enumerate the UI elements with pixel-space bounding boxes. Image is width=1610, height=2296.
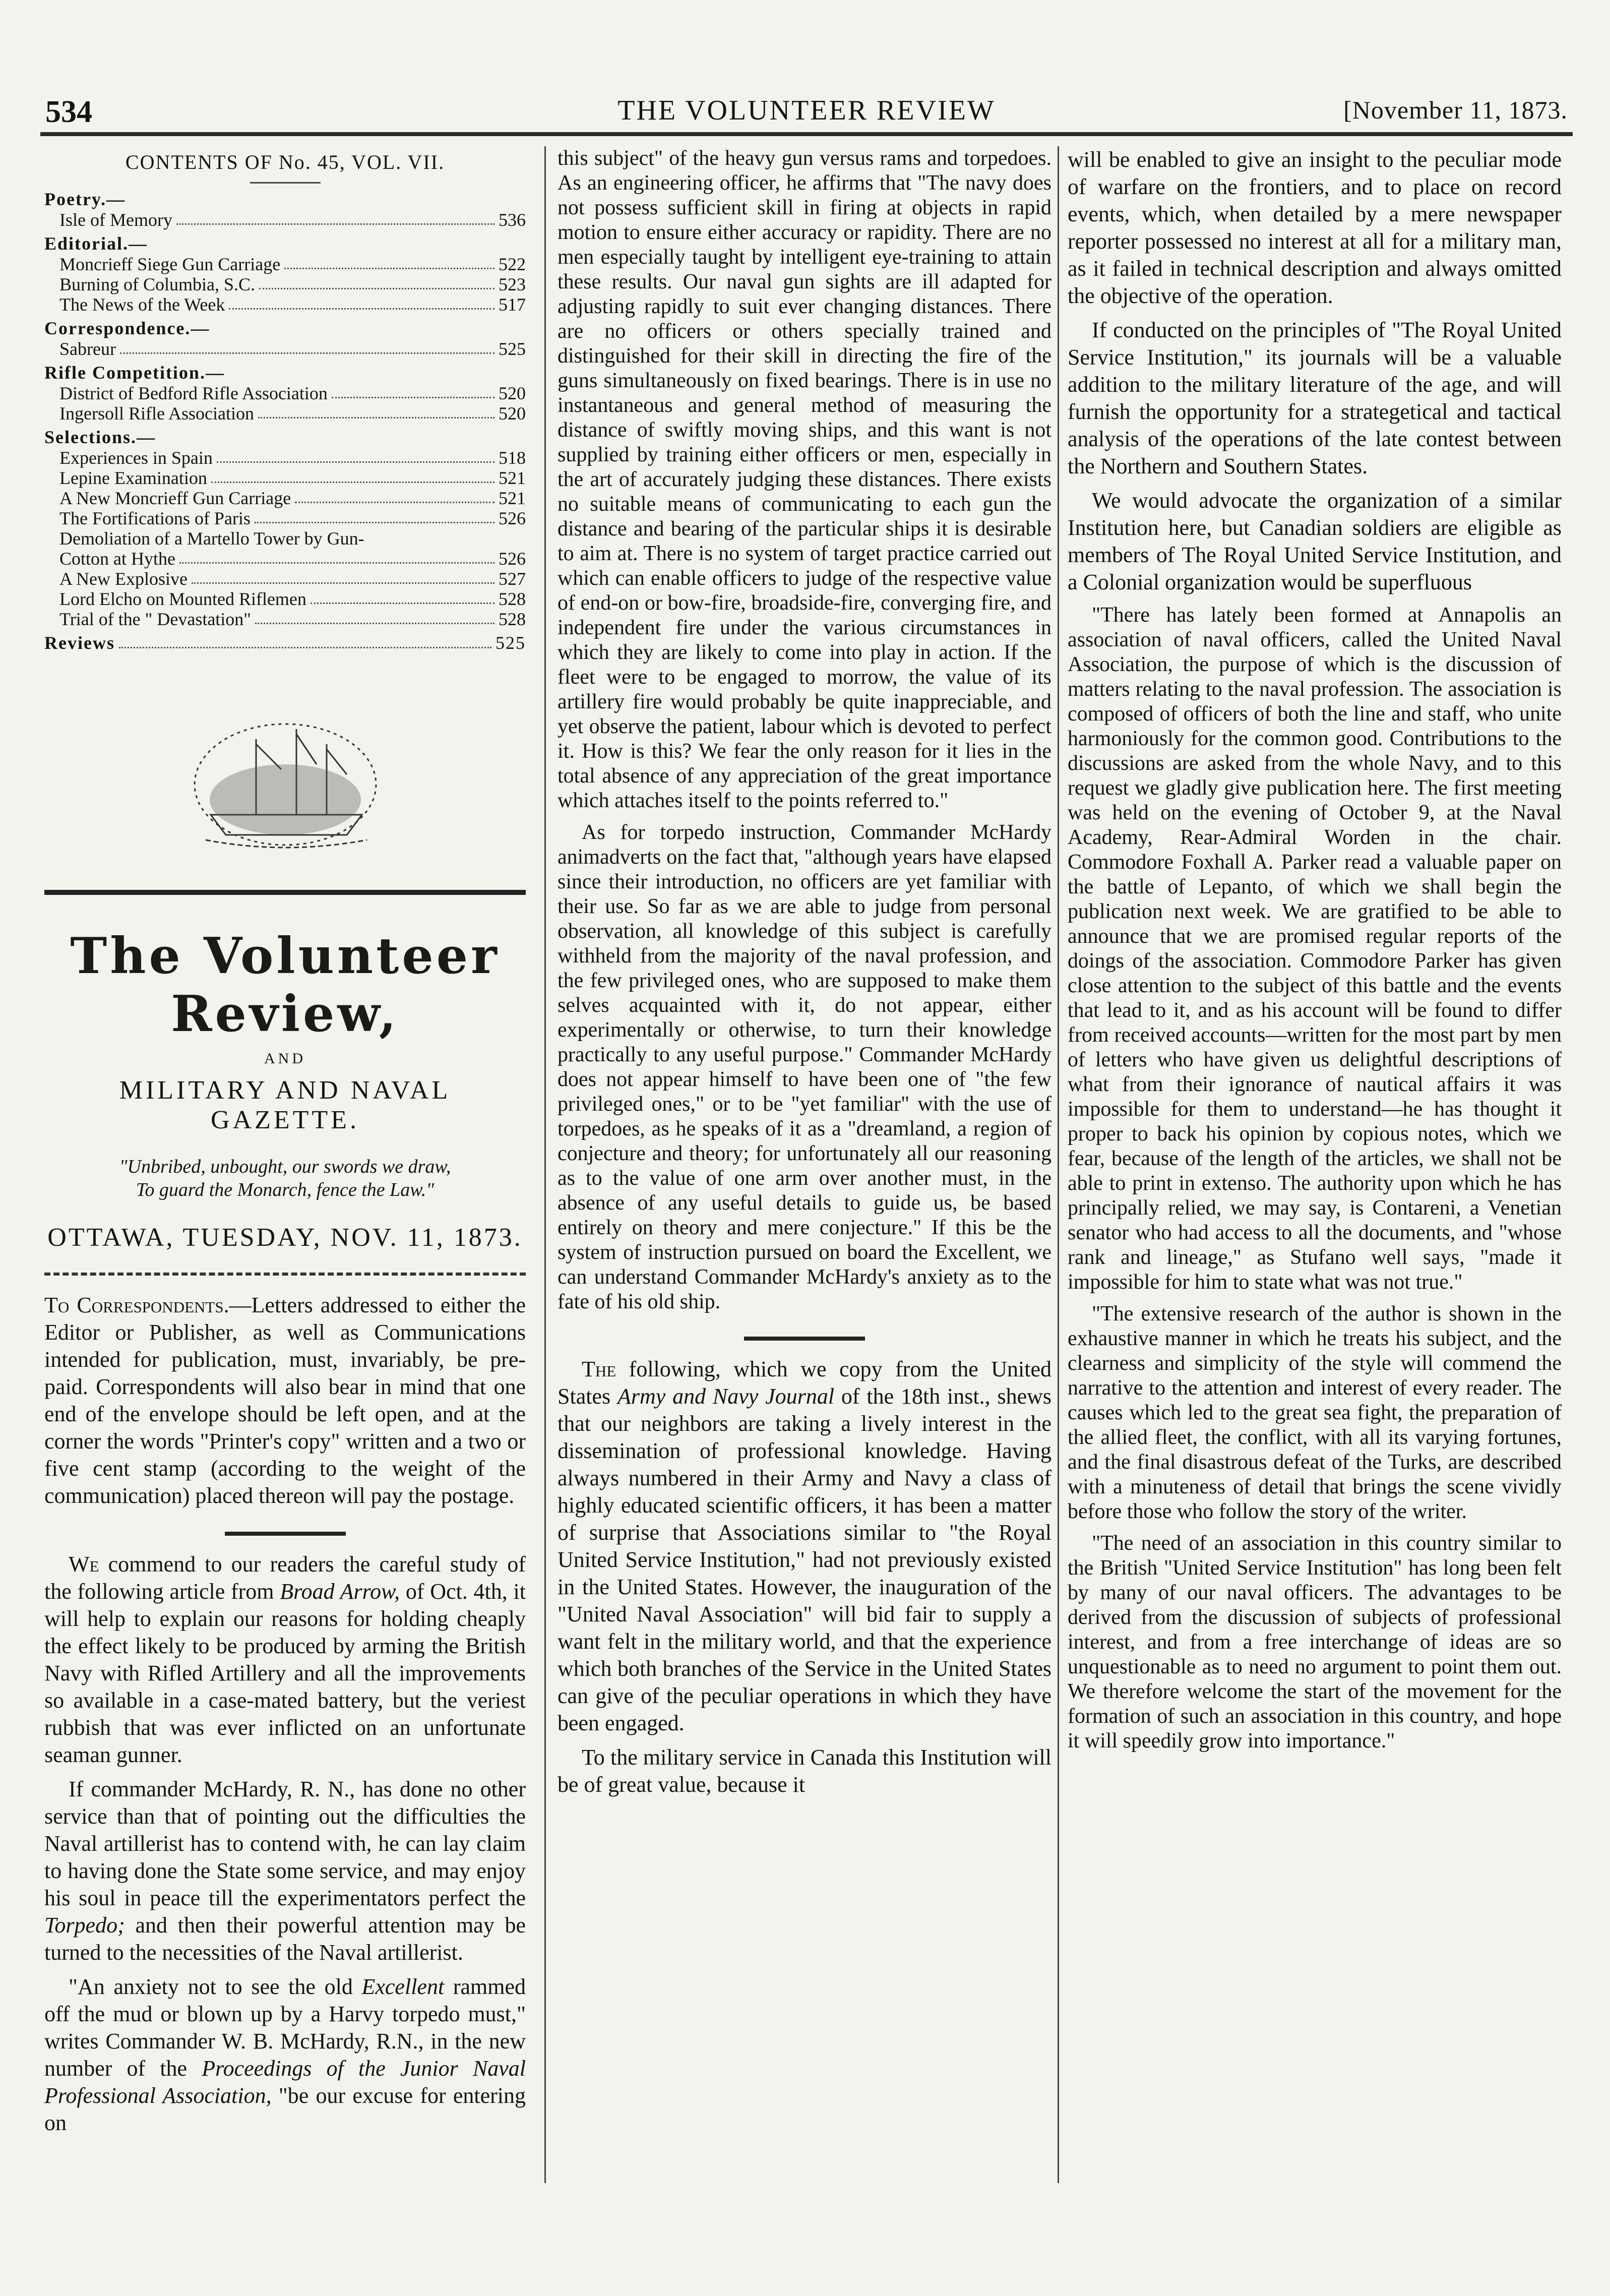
- emphasis: Torpedo;: [44, 1913, 125, 1938]
- toc-entry-label: Isle of Memory: [59, 210, 172, 230]
- toc-entry-label: A New Explosive: [59, 569, 188, 589]
- editorial-paragraph: To the military service in Canada this Institution will be of great value, because it: [558, 1745, 1051, 1797]
- issue-date: [November 11, 1873.: [1343, 96, 1568, 124]
- toc-entry-label: Moncrieff Siege Gun Carriage: [59, 254, 281, 274]
- dateline: OTTAWA, TUESDAY, NOV. 11, 1873.: [47, 1223, 523, 1252]
- masthead-title: The Volunteer Review,: [70, 927, 500, 1043]
- article-paragraph: As for torpedo instruction, Commander McHardy animadverts on the fact that, "although years have elapsed since their introduction, no officers are yet familiar with their use. So far as we are able to judge from personal observation, all knowledge of this subject is carefully withheld from the majority of the naval profession, and the few privileged ones, who are supposed to make them selves acquainted with it, do not appear, either experimentally or otherwise, to turn their knowledge practically to any useful purpose." Commander McHardy does not appear himself to have been one of "the few privileged ones," or to be "yet familiar" with the use of torpedoes, as he speaks of it as a "dreamland, a region of conjecture and theory; for unfortunately all our reasoning as to the value of one arm over another must, in the absence of any useful details to guide us, be based entirely on theory and mere conjecture." If this be the system of instruction pursued on board the Excellent, we can understand Commander McHardy's anxiety as to the fate of his old ship.: [558, 821, 1051, 1313]
- toc-page-number: 520: [499, 403, 526, 424]
- toc-entry: [44, 549, 526, 569]
- paragraph-text: commend to our readers the careful study of the following article from: [44, 1552, 526, 1604]
- toc-leader: [179, 549, 494, 564]
- source-title: Army and Navy Journal: [617, 1384, 835, 1409]
- toc-page-number: 528: [499, 609, 526, 629]
- toc-leader: [332, 383, 494, 398]
- toc-section-heading: Selections.—: [44, 427, 156, 447]
- toc-entry-label: Trial of the " Devastation": [59, 609, 252, 629]
- paragraph-text: rammed off the mud or blown up by a Harvy torpedo must," writes Commander W. B. McHardy, R.N., in the new number of the: [44, 1974, 526, 2081]
- column-divider: [1058, 146, 1059, 2183]
- toc-entry-label: The News of the Week: [59, 294, 225, 315]
- toc-section-heading: Poetry.—: [44, 189, 126, 209]
- editorial-paragraph: [558, 1356, 1051, 1737]
- toc-page-number: 521: [499, 468, 526, 488]
- toc-leader: [211, 468, 494, 483]
- toc-entry: [44, 254, 526, 274]
- toc-leader: [217, 448, 494, 463]
- toc-entry: [44, 448, 526, 468]
- paragraph-text: If commander McHardy, R. N., has done no other service than that of pointing out the difficulties the Naval artillerist has to contend with, he can lay claim to having done the State some service, and may enjoy his soul in peace till the experimentators perfect the: [44, 1777, 526, 1910]
- paragraph-text: of Oct. 4th, it will help to explain our reasons for holding cheaply the effect likely to be produced by arming the British Navy with Rifled Artillery and all the improvements so available in a case-mated battery, but the veriest rubbish that was ever inflicted on an unfortunate seaman gunner.: [44, 1579, 526, 1767]
- paragraph-text: and then their powerful attention may be turned to the necessities of the Naval artillerist.: [44, 1913, 526, 1965]
- toc-section-heading: Reviews 525: [44, 633, 526, 653]
- editorial-paragraph: [44, 1776, 526, 1966]
- paragraph-lead: The: [582, 1357, 616, 1381]
- toc-entry: [44, 569, 526, 589]
- toc-page-number: 525: [496, 633, 526, 653]
- toc-leader: [119, 632, 491, 648]
- toc-entry-label: Lord Elcho on Mounted Riflemen: [59, 589, 306, 609]
- notice-body: —Letters addressed to either the Editor or Publisher, as well as Communications intended for publication, must, invariably, be pre-paid. Correspondents will also bear in mind that one end of the envelope should be left open, and at the corner the words "Printer's copy" written and a two or five cent stamp (according to the weight of the communication) placed thereon will pay the postage.: [44, 1293, 526, 1508]
- toc-entry-label: Demoliation of a Martello Tower by Gun-: [59, 528, 364, 549]
- quoted-paragraph: "The need of an association in this country similar to the British "United Service Institution" has long been felt by many of our naval officers. The advantages to be derived from the discussion of subjects of professional interest, and from a free interchange of ideas are so unquestionable as to need no argument to point them out. We therefore welcome the start of the movement for the formation of such an association in this country, and hope it will speedily grow into importance.": [1068, 1532, 1562, 1753]
- paragraph-text: "be our excuse for entering on: [44, 2083, 526, 2135]
- correspondents-notice: [44, 1292, 526, 1509]
- toc-section-heading: Rifle Competition.—: [44, 362, 225, 383]
- page-number: 534: [45, 95, 92, 129]
- motto: [44, 1155, 526, 1201]
- toc-page-number: 536: [499, 210, 526, 230]
- toc-entry-label: The Fortifications of Paris: [59, 508, 251, 528]
- journal-title: THE VOLUNTEER REVIEW: [617, 95, 996, 126]
- toc-leader: [120, 339, 494, 354]
- toc-entry: [44, 468, 526, 488]
- toc-leader: [176, 210, 494, 225]
- toc-leader: [295, 488, 494, 503]
- toc-entry: [44, 508, 526, 528]
- source-title: Broad Arrow,: [280, 1579, 400, 1604]
- toc-entry-label: A New Moncrieff Gun Carriage: [59, 488, 291, 508]
- toc-leader: [311, 589, 494, 604]
- editorial-paragraph: We would advocate the organization of a similar Institution here, but Canadian soldiers are eligible as members of The Royal United Service Institution, and a Colonial organization would be superfluous: [1068, 488, 1562, 594]
- running-head: [45, 88, 1568, 134]
- toc-leader: [255, 609, 494, 624]
- toc-page-number: 523: [499, 274, 526, 294]
- toc-entry: [44, 528, 526, 549]
- toc-entry-label: Burning of Columbia, S.C.: [59, 274, 256, 294]
- toc-entry-label: Sabreur: [59, 339, 116, 359]
- column-2: [558, 146, 1051, 1798]
- column-1: [44, 146, 526, 2137]
- quoted-paragraph: "There has lately been formed at Annapolis an association of naval officers, called the United Naval Association, the purpose of which is the discussion of matters relating to the naval profession. The association is composed of officers of both the line and staff, who unite harmoniously for the common good. Contributions to the discussions are asked from the whole Navy, and to this request we gladly give publication here. The first meeting was held on the evening of October 9, at the Naval Academy, Rear-Admiral Worden in the chair. Commodore Foxhall A. Parker read a valuable paper on the battle of Lepanto, of which we shall begin the publication next week. We are gratified to be able to announce that we are promised regular reports of the doings of the association. Commodore Parker has given close attention to the subject of this battle and the events that lead to it, and as his account will be found to differ from received accounts—written for the most part by men of letters who have given us delightful descriptions of what from their ignorance of nautical affairs it was impossible for them to understand—he has thought it proper to back his opinion by copious notes, which we fear, because of the length of the articles, we shall not be able to print in extenso. The authority upon which he has principally relied, we may say, is Contareni, a Venetian senator who had access to all the documents, and "whose rank and lineage," as Stufano well says, "made it impossible for him to state what was not true.": [1068, 603, 1562, 1294]
- column-divider: [544, 146, 546, 2183]
- toc-page-number: 526: [499, 508, 526, 528]
- editorial-paragraph: [44, 1973, 526, 2137]
- toc-entry-label: Lepine Examination: [59, 468, 207, 488]
- toc-entry-label: Experiences in Spain: [59, 448, 213, 468]
- editorial-paragraph: will be enabled to give an insight to the peculiar mode of warfare on the frontiers, and to place on record events, which, when detailed by a mere newspaper reporter possessed no interest at all for a military man, as it failed in technical description and always omitted the objective of the operation.: [1068, 147, 1562, 308]
- toc-page-number: 528: [499, 589, 526, 609]
- ship-name: Excellent: [361, 1974, 445, 1999]
- motto-line: "Unbribed, unbought, our swords we draw,: [119, 1156, 451, 1177]
- table-of-contents: [44, 189, 526, 653]
- ship-engraving: [44, 669, 526, 880]
- notice-lead: To Correspondents.: [44, 1293, 229, 1317]
- toc-section-heading: Correspondence.—: [44, 318, 210, 338]
- paragraph-text: of the 18th inst., shews that our neighbors are taking a lively interest in the dissemination of professional knowledge. Having always numbered in their Army and Navy a class of highly educated scientific officers, it has been a matter of surprise that Associations similar to "the Royal United Service Institution," had not previously existed in the United States. However, the inauguration of the "United Naval Association" will bid fair to supply a want felt in the military world, and that the experience which both branches of the Service in the United States can give of the peculiar operations in which they have been engaged.: [558, 1384, 1052, 1735]
- toc-page-number: 522: [499, 254, 526, 274]
- toc-page-number: 518: [499, 448, 526, 468]
- toc-page-number: 521: [499, 488, 526, 508]
- toc-page-number: 517: [499, 294, 526, 315]
- dateline-rule: [44, 1273, 526, 1279]
- quoted-paragraph: "The extensive research of the author is shown in the exhaustive manner in which he treats his subject, and the clearness and simplicity of the style will commend the narrative to the attention and interest of every reader. The causes which led to the great sea fight, the preparation of the allied fleet, the conflict, with all its varying fortunes, and the final disastrous defeat of the Turks, are described with a minuteness of detail that brings the scene vividly before those who follow the story of the writer.: [1068, 1302, 1562, 1523]
- paragraph-text: "An anxiety not to see the old: [69, 1974, 362, 1999]
- toc-leader: [258, 403, 494, 418]
- header-rule: [40, 132, 1573, 136]
- toc-entry: [44, 294, 526, 315]
- toc-entry-label: Cotton at Hythe: [59, 549, 175, 569]
- toc-leader: [229, 294, 494, 310]
- toc-entry: [44, 403, 526, 424]
- toc-leader: [255, 508, 494, 523]
- contents-title: CONTENTS OF No. 45, VOL. VII.: [125, 151, 445, 173]
- toc-leader: [192, 569, 494, 584]
- article-paragraph: this subject" of the heavy gun versus rams and torpedoes. As an engineering officer, he affirms that "The navy does not possess sufficient skill in firing at objects in rapid motion to ensure either accuracy or rapidity. There are no men especially taught by intelligent eye-training to attain these results. Our naval gun sights are ill adapted for adjusting rapidly to suit ever changing distances. There are no officers or others specially trained and distinguished for their skill in directing the fire of the guns simultaneously on fixed bearings. There is in use no instantaneous and general method of measuring the distance of swiftly moving ships, and this want is not supplied by training either officers or men, especially in the art of accurately judging these distances. There exists no suitable means of communicating to each gun the distance and bearing of the particular ships it is desirable to aim at. There is no system of target practice carried out which can enable officers to judge of the respective value of end-on or bow-fire, broadside-fire, converging fire, and independent fire under the various circumstances in which they are likely to come into play in action. If the fleet were to be engaged to morrow, the value of its artillery fire would probably be quite inappreciable, and yet observe the patient, labour which is devoted to perfect it. How is this? We fear the only reason for it lies in the total absence of any appreciation of the great importance which attaches itself to the points referred to.": [558, 147, 1051, 812]
- editorial-paragraph: If conducted on the principles of "The Royal United Service Institution," its journals will be a valuable addition to the military literature of the age, and will furnish the opportunity for a strategetical and tactical analysis of the operations of the late contest between the Northern and Southern States.: [1068, 318, 1562, 478]
- divider-rule: [744, 1337, 865, 1341]
- toc-entry: [44, 488, 526, 508]
- contents-rule: [250, 182, 321, 184]
- toc-entry: [44, 274, 526, 294]
- toc-page-number: 526: [499, 549, 526, 569]
- section-rule: [44, 890, 526, 895]
- toc-leader: [284, 254, 494, 269]
- toc-entry-label: Ingersoll Rifle Association: [59, 403, 254, 424]
- toc-entry: [44, 383, 526, 403]
- toc-section-heading: Editorial.—: [44, 233, 148, 254]
- motto-line: To guard the Monarch, fence the Law.": [136, 1179, 435, 1200]
- editorial-paragraph: [44, 1551, 526, 1769]
- toc-entry-label: District of Bedford Rifle Association: [59, 383, 328, 403]
- masthead-and: AND: [264, 1050, 306, 1067]
- divider-rule: [225, 1532, 346, 1536]
- toc-entry: [44, 210, 526, 230]
- source-title: Proceedings of the Junior Naval Professional Association,: [44, 2056, 526, 2108]
- masthead-subtitle: MILITARY AND NAVAL GAZETTE.: [119, 1076, 451, 1134]
- paragraph-text: following, which we copy from the United States: [558, 1357, 1051, 1409]
- toc-leader: [259, 274, 494, 289]
- toc-page-number: 525: [499, 339, 526, 359]
- toc-entry: [44, 589, 526, 609]
- toc-entry: [44, 609, 526, 629]
- paragraph-lead: We: [69, 1552, 99, 1577]
- column-3: [1068, 146, 1562, 1754]
- toc-entry: [44, 339, 526, 359]
- toc-page-number: 520: [499, 383, 526, 403]
- toc-page-number: 527: [499, 569, 526, 589]
